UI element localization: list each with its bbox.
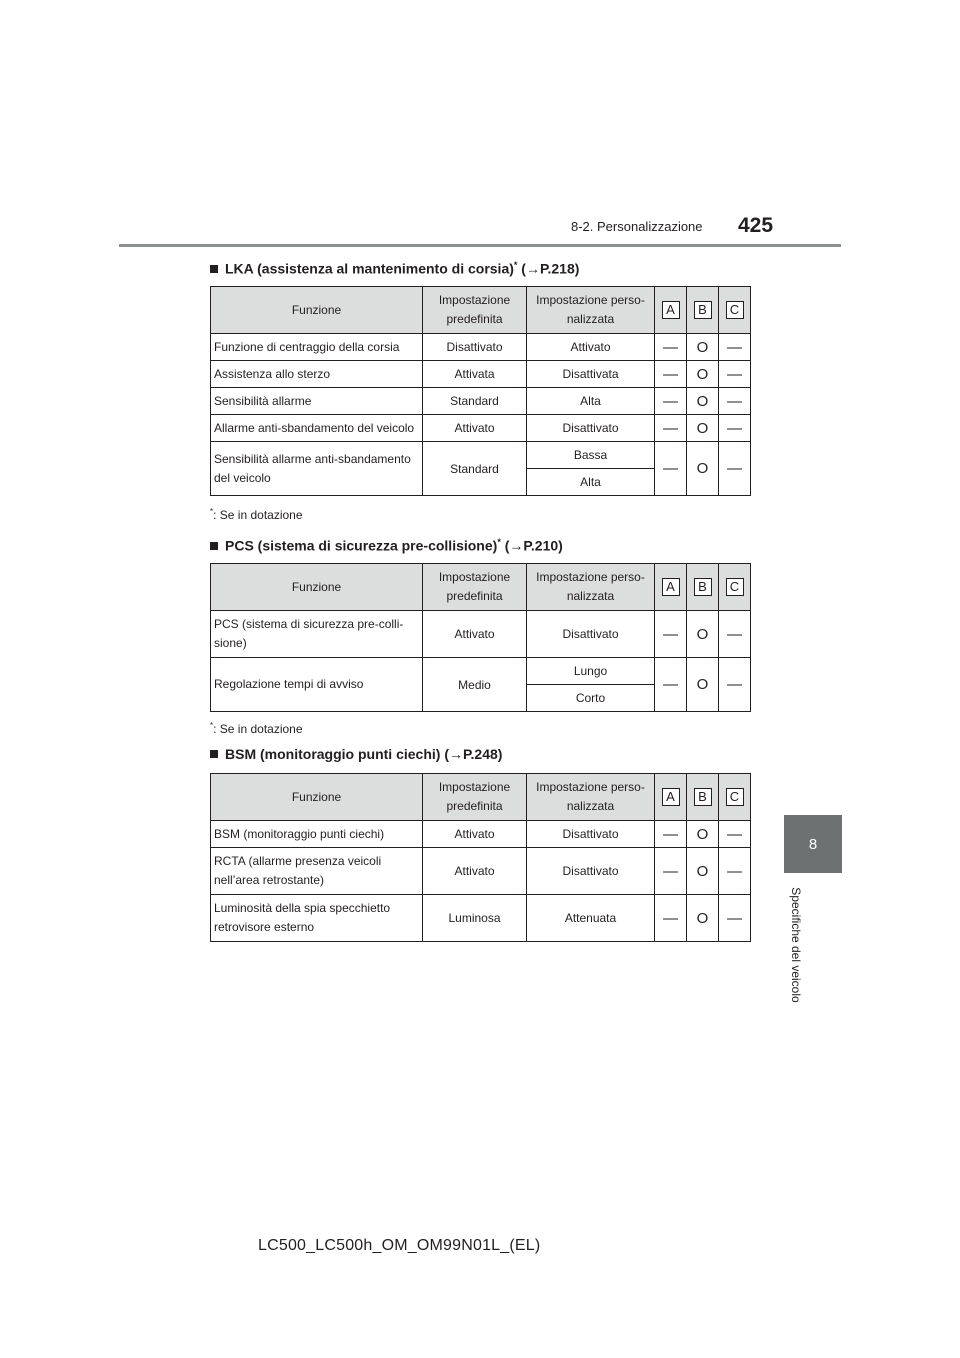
bullet-square-icon bbox=[210, 265, 218, 273]
bullet-square-icon bbox=[210, 750, 218, 758]
header-divider bbox=[119, 244, 841, 247]
method-b-icon: B bbox=[694, 301, 712, 319]
bullet-square-icon bbox=[210, 542, 218, 550]
section-header: 8-2. Personalizzazione bbox=[571, 219, 703, 234]
method-c-icon: C bbox=[726, 301, 744, 319]
col-function: Funzione bbox=[211, 774, 423, 821]
table-row: Corto bbox=[211, 685, 751, 712]
table-header-row bbox=[211, 564, 751, 611]
table-row: Sensibilità allarme Standard Alta — O — bbox=[211, 388, 751, 415]
col-a bbox=[655, 564, 687, 611]
method-a-icon: A bbox=[662, 301, 680, 319]
footnote-pcs: *: Se in dotazione bbox=[210, 721, 303, 736]
method-c-icon: C bbox=[726, 578, 744, 596]
settings-table-lka bbox=[210, 286, 751, 496]
method-a-icon: A bbox=[662, 578, 680, 596]
section-title-bsm: BSM (monitoraggio punti ciechi) (→P.248) bbox=[210, 746, 502, 762]
col-b bbox=[687, 287, 719, 334]
col-custom: Impostazione perso-nalizzata bbox=[527, 287, 655, 334]
settings-table-pcs bbox=[210, 563, 751, 712]
section-title-lka: LKA (assistenza al mantenimento di corsia)* (→P.218) bbox=[210, 260, 579, 277]
col-custom: Impostazione perso-nalizzata bbox=[527, 774, 655, 821]
section-title-pcs: PCS (sistema di sicurezza pre-collisione)* (→P.210) bbox=[210, 537, 563, 554]
settings-table-bsm bbox=[210, 773, 751, 942]
chapter-number: 8 bbox=[808, 835, 818, 853]
method-a-icon: A bbox=[662, 788, 680, 806]
table-row: Allarme anti-sbandamento del veicolo Attivato Disattivato — O — bbox=[211, 415, 751, 442]
footnote-lka: *: Se in dotazione bbox=[210, 507, 303, 522]
table-row: Luminosità della spia specchietto retrovisore esterno Luminosa Attenuata — O — bbox=[211, 895, 751, 942]
col-b bbox=[687, 774, 719, 821]
document-code: LC500_LC500h_OM_OM99N01L_(EL) bbox=[258, 1237, 541, 1254]
table-row: BSM (monitoraggio punti ciechi) Attivato Disattivato — O — bbox=[211, 821, 751, 848]
table-row: Regolazione tempi di avviso Medio Lungo — O — bbox=[211, 658, 751, 685]
col-default: Impostazione predefinita bbox=[423, 774, 527, 821]
col-function: Funzione bbox=[211, 564, 423, 611]
table-row: Sensibilità allarme anti-sbandamento del veicolo Standard Bassa — O — bbox=[211, 442, 751, 469]
table-header-row bbox=[211, 774, 751, 821]
col-c bbox=[719, 774, 751, 821]
method-b-icon: B bbox=[694, 788, 712, 806]
chapter-tab[interactable] bbox=[784, 815, 842, 873]
page-number: 425 bbox=[738, 214, 774, 237]
col-default: Impostazione predefinita bbox=[423, 287, 527, 334]
table-row: Funzione di centraggio della corsia Disattivato Attivato — O — bbox=[211, 334, 751, 361]
chapter-title: Specifiche del veicolo bbox=[789, 887, 803, 1003]
col-b bbox=[687, 564, 719, 611]
col-default: Impostazione predefinita bbox=[423, 564, 527, 611]
method-b-icon: B bbox=[694, 578, 712, 596]
page-reference-link[interactable]: (→P.248) bbox=[440, 746, 503, 762]
col-c bbox=[719, 564, 751, 611]
col-c bbox=[719, 287, 751, 334]
table-row: Assistenza allo sterzo Attivata Disattivata — O — bbox=[211, 361, 751, 388]
page-reference-link[interactable]: (→P.218) bbox=[517, 260, 580, 277]
method-c-icon: C bbox=[726, 788, 744, 806]
col-a bbox=[655, 774, 687, 821]
col-custom: Impostazione perso-nalizzata bbox=[527, 564, 655, 611]
table-row: PCS (sistema di sicurezza pre-colli-sione) Attivato Disattivato — O — bbox=[211, 611, 751, 658]
table-row: RCTA (allarme presenza veicoli nell’area retrostante) Attivato Disattivato — O — bbox=[211, 848, 751, 895]
table-row: Alta bbox=[211, 469, 751, 496]
table-header-row bbox=[211, 287, 751, 334]
col-function: Funzione bbox=[211, 287, 423, 334]
col-a bbox=[655, 287, 687, 334]
page-reference-link[interactable]: (→P.210) bbox=[500, 537, 563, 554]
